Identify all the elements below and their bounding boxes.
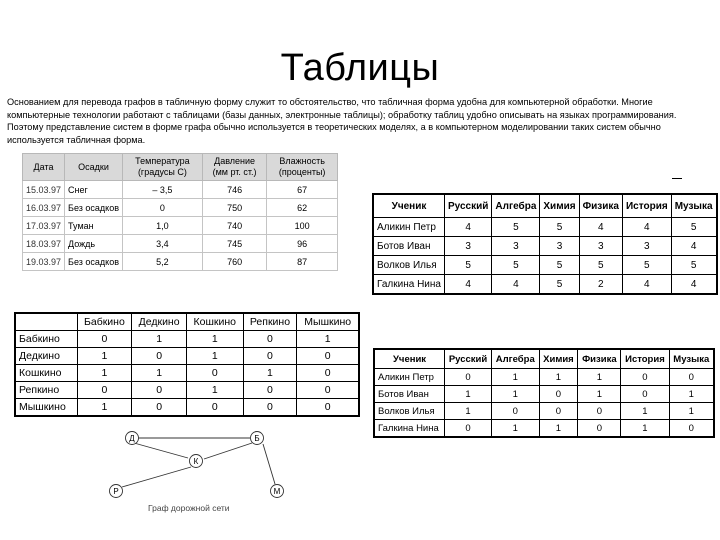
villages-header-cell: Бабкино bbox=[77, 313, 132, 331]
table-cell: Кошкино bbox=[15, 365, 77, 382]
villages-header-cell: Кошкино bbox=[187, 313, 244, 331]
table-cell: 19.03.97 bbox=[23, 253, 65, 271]
villages-header-cell bbox=[15, 313, 77, 331]
table-cell: 0 bbox=[492, 403, 540, 420]
table-cell: 1 bbox=[621, 420, 669, 438]
table-cell: 17.03.97 bbox=[23, 217, 65, 235]
table-cell: 1 bbox=[492, 420, 540, 438]
table-cell: 1 bbox=[187, 348, 244, 365]
table-cell: Аликин Петр bbox=[374, 369, 445, 386]
table-row bbox=[15, 382, 359, 399]
corner-mark bbox=[672, 178, 682, 179]
villages-header-cell: Дедкино bbox=[132, 313, 187, 331]
table-cell: 1 bbox=[492, 369, 540, 386]
table-cell: 1 bbox=[187, 331, 244, 348]
table-cell: 3 bbox=[444, 237, 491, 256]
graph-caption: Граф дорожной сети bbox=[148, 503, 230, 513]
table-row bbox=[23, 235, 338, 253]
table-cell: Репкино bbox=[15, 382, 77, 399]
table-cell: Волков Илья bbox=[374, 403, 445, 420]
table-cell: 0 bbox=[132, 348, 187, 365]
villages-table-body bbox=[15, 331, 359, 417]
grades2-header-cell: История bbox=[621, 349, 669, 369]
table-row bbox=[15, 365, 359, 382]
table-row bbox=[374, 403, 714, 420]
table-cell: 3 bbox=[540, 237, 579, 256]
table-cell: 4 bbox=[444, 275, 491, 295]
graph-edge-d-k bbox=[134, 443, 188, 458]
grades1-header-cell: Ученик bbox=[373, 194, 444, 218]
table-cell: Туман bbox=[65, 217, 123, 235]
table-row bbox=[373, 275, 717, 295]
table-cell: 0 bbox=[187, 365, 244, 382]
table-cell: 1 bbox=[187, 382, 244, 399]
table-cell: 0 bbox=[77, 331, 132, 348]
villages-adjacency-table bbox=[14, 312, 360, 417]
table-cell: 0 bbox=[539, 403, 578, 420]
grades-binary-table-body bbox=[374, 369, 714, 438]
table-cell: 3,4 bbox=[122, 235, 202, 253]
table-cell: 3 bbox=[492, 237, 540, 256]
table-cell: 5 bbox=[444, 256, 491, 275]
table-cell: Ботов Иван bbox=[374, 386, 445, 403]
table-cell: 1 bbox=[578, 369, 621, 386]
table-cell: 1 bbox=[243, 365, 297, 382]
grades2-header-cell: Русский bbox=[445, 349, 492, 369]
table-cell: 0 bbox=[243, 348, 297, 365]
table-cell: Галкина Нина bbox=[373, 275, 444, 295]
grades-header-row bbox=[373, 194, 717, 218]
table-cell: 1 bbox=[621, 403, 669, 420]
table-cell: 5 bbox=[671, 218, 716, 237]
table-row bbox=[23, 199, 338, 217]
grades2-header-cell: Физика bbox=[578, 349, 621, 369]
grades-table bbox=[372, 193, 718, 295]
intro-paragraph: Основанием для перевода графов в табличную форму служит то обстоятельство, что табличная форма удобна для компьютерной обработки. Многие компьютерные технологии работают с таблицами (базы данных, электронные таблицы); обработку таблиц удобно описывать на языках программирования. Поэтому представление систем в форме графа обычно используется в теоретических моделях, а в компьютерном моделировании таких систем обычно используется табличная форма. bbox=[7, 97, 677, 145]
table-cell: 0 bbox=[578, 420, 621, 438]
graph-edge-k-r bbox=[122, 467, 191, 487]
villages-header-row bbox=[15, 313, 359, 331]
table-row bbox=[15, 331, 359, 348]
table-cell: 5 bbox=[540, 256, 579, 275]
table-cell: 1 bbox=[539, 420, 578, 438]
grades1-header-cell: Музыка bbox=[671, 194, 716, 218]
road-network-graph bbox=[100, 424, 300, 504]
table-cell: 3 bbox=[579, 237, 622, 256]
table-cell: 67 bbox=[267, 181, 338, 199]
table-cell: 1 bbox=[578, 386, 621, 403]
table-cell: 1 bbox=[132, 365, 187, 382]
table-cell: 4 bbox=[444, 218, 491, 237]
table-cell: 5 bbox=[671, 256, 716, 275]
weather-header-cell: Дата bbox=[23, 154, 65, 181]
table-cell: 5 bbox=[540, 275, 579, 295]
table-cell: 0 bbox=[621, 386, 669, 403]
table-cell: Мышкино bbox=[15, 399, 77, 417]
table-cell: 100 bbox=[267, 217, 338, 235]
table-cell: 16.03.97 bbox=[23, 199, 65, 217]
table-cell: 1 bbox=[445, 403, 492, 420]
table-cell: 1 bbox=[77, 348, 132, 365]
table-cell: 0 bbox=[77, 382, 132, 399]
table-cell: 15.03.97 bbox=[23, 181, 65, 199]
graph-node-k-label: К bbox=[193, 457, 199, 466]
table-cell: 0 bbox=[243, 382, 297, 399]
table-cell: 0 bbox=[297, 365, 359, 382]
table-cell: 0 bbox=[243, 399, 297, 417]
table-cell: 4 bbox=[671, 275, 716, 295]
table-row bbox=[23, 253, 338, 271]
table-cell: 745 bbox=[202, 235, 267, 253]
weather-header-cell: Влажность (проценты) bbox=[267, 154, 338, 181]
table-cell: 5 bbox=[492, 256, 540, 275]
table-row bbox=[374, 420, 714, 438]
table-cell: 1,0 bbox=[122, 217, 202, 235]
grades2-header-cell: Химия bbox=[539, 349, 578, 369]
table-cell: Без осадков bbox=[65, 199, 123, 217]
table-cell: 5 bbox=[540, 218, 579, 237]
table-cell: 4 bbox=[622, 218, 671, 237]
grades1-header-cell: Алгебра bbox=[492, 194, 540, 218]
table-cell: 1 bbox=[669, 386, 714, 403]
villages-header-cell: Репкино bbox=[243, 313, 297, 331]
page-title: Таблицы bbox=[280, 47, 440, 90]
table-cell: 760 bbox=[202, 253, 267, 271]
weather-header-row bbox=[23, 154, 338, 181]
table-cell: 750 bbox=[202, 199, 267, 217]
table-cell: 0 bbox=[621, 369, 669, 386]
table-cell: 0 bbox=[445, 420, 492, 438]
grades-binary-header-row bbox=[374, 349, 714, 369]
table-row bbox=[374, 369, 714, 386]
grades2-header-cell: Ученик bbox=[374, 349, 445, 369]
graph-node-m-label: М bbox=[273, 487, 281, 496]
table-cell: 4 bbox=[622, 275, 671, 295]
table-cell: 5,2 bbox=[122, 253, 202, 271]
table-cell: 2 bbox=[579, 275, 622, 295]
grades1-header-cell: История bbox=[622, 194, 671, 218]
table-cell: 0 bbox=[578, 403, 621, 420]
table-cell: 1 bbox=[297, 331, 359, 348]
graph-node-r-label: Р bbox=[113, 487, 119, 496]
weather-header-cell: Температура (градусы С) bbox=[122, 154, 202, 181]
weather-table bbox=[22, 153, 338, 271]
table-cell: 1 bbox=[492, 386, 540, 403]
table-cell: 1 bbox=[539, 369, 578, 386]
table-row bbox=[15, 348, 359, 365]
table-cell: Волков Илья bbox=[373, 256, 444, 275]
table-cell: 3 bbox=[622, 237, 671, 256]
table-cell: 0 bbox=[669, 369, 714, 386]
grades2-header-cell: Музыка bbox=[669, 349, 714, 369]
table-row bbox=[373, 256, 717, 275]
table-row bbox=[23, 181, 338, 199]
table-row bbox=[373, 237, 717, 256]
table-cell: 0 bbox=[445, 369, 492, 386]
table-cell: 87 bbox=[267, 253, 338, 271]
table-cell: 740 bbox=[202, 217, 267, 235]
table-cell: Дождь bbox=[65, 235, 123, 253]
table-cell: 4 bbox=[492, 275, 540, 295]
table-cell: Галкина Нина bbox=[374, 420, 445, 438]
table-cell: 1 bbox=[445, 386, 492, 403]
grades-binary-table bbox=[373, 348, 715, 438]
table-cell: Бабкино bbox=[15, 331, 77, 348]
table-cell: 0 bbox=[187, 399, 244, 417]
graph-node-b-label: Б bbox=[254, 434, 260, 443]
table-cell: 0 bbox=[297, 399, 359, 417]
table-cell: 18.03.97 bbox=[23, 235, 65, 253]
table-cell: 1 bbox=[132, 331, 187, 348]
table-cell: 0 bbox=[132, 399, 187, 417]
table-cell: 1 bbox=[77, 399, 132, 417]
weather-header-cell: Осадки bbox=[65, 154, 123, 181]
table-row bbox=[15, 399, 359, 417]
table-cell: Без осадков bbox=[65, 253, 123, 271]
table-cell: 0 bbox=[243, 331, 297, 348]
table-row bbox=[374, 386, 714, 403]
grades1-header-cell: Химия bbox=[540, 194, 579, 218]
table-cell: 5 bbox=[579, 256, 622, 275]
table-cell: 746 bbox=[202, 181, 267, 199]
table-cell: 0 bbox=[132, 382, 187, 399]
grades-table-body bbox=[373, 218, 717, 295]
grades1-header-cell: Физика bbox=[579, 194, 622, 218]
table-cell: 5 bbox=[492, 218, 540, 237]
table-cell: 5 bbox=[622, 256, 671, 275]
table-cell: 1 bbox=[77, 365, 132, 382]
grades2-header-cell: Алгебра bbox=[492, 349, 540, 369]
table-cell: 4 bbox=[579, 218, 622, 237]
table-cell: Дедкино bbox=[15, 348, 77, 365]
table-cell: 62 bbox=[267, 199, 338, 217]
graph-node-d-label: Д bbox=[129, 434, 135, 443]
table-row bbox=[23, 217, 338, 235]
table-cell: 0 bbox=[297, 382, 359, 399]
grades1-header-cell: Русский bbox=[444, 194, 491, 218]
table-cell: 0 bbox=[122, 199, 202, 217]
table-cell: 4 bbox=[671, 237, 716, 256]
table-cell: Снег bbox=[65, 181, 123, 199]
table-cell: 0 bbox=[297, 348, 359, 365]
table-cell: – 3,5 bbox=[122, 181, 202, 199]
table-cell: 1 bbox=[669, 403, 714, 420]
table-cell: Аликин Петр bbox=[373, 218, 444, 237]
graph-edge-b-k bbox=[204, 443, 252, 459]
table-row bbox=[373, 218, 717, 237]
table-cell: 0 bbox=[669, 420, 714, 438]
weather-table-body bbox=[23, 181, 338, 271]
graph-edge-b-m bbox=[263, 444, 275, 484]
table-cell: Ботов Иван bbox=[373, 237, 444, 256]
table-cell: 0 bbox=[539, 386, 578, 403]
villages-header-cell: Мышкино bbox=[297, 313, 359, 331]
table-cell: 96 bbox=[267, 235, 338, 253]
weather-header-cell: Давление (мм рт. ст.) bbox=[202, 154, 267, 181]
